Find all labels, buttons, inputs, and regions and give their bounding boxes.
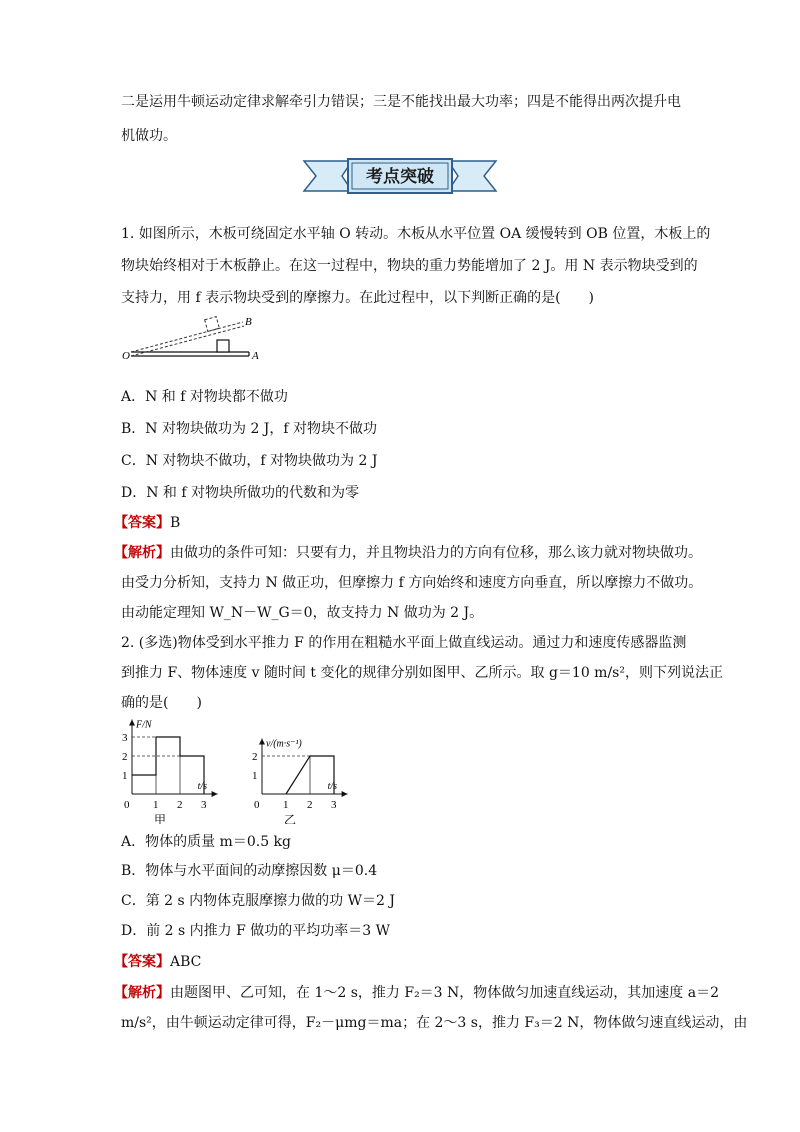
banner-left-ribbon — [304, 161, 352, 191]
force-chart-x-arrow — [212, 791, 218, 797]
q2-analysis-text-1: 由题图甲、乙可知，在 1～2 s，推力 F₂＝3 N，物体做匀加速直线运动，其加速度 a＝2 — [170, 985, 719, 1001]
q2-option-d: D．前 2 s 内推力 F 做功的平均功率＝3 W — [121, 923, 391, 939]
intro-line-2: 机做功。 — [121, 128, 177, 144]
q1-answer-value: B — [170, 515, 181, 531]
q2-answer-value: ABC — [170, 954, 202, 970]
force-chart-xtick-1: 1 — [153, 799, 159, 811]
q1-line-2: 物块始终相对于木板静止。在这一过程中，物块的重力势能增加了 2 J。用 N 表示物块受到的 — [121, 258, 698, 274]
velocity-chart-ylabel: v/(m·s⁻¹) — [266, 738, 302, 750]
force-chart-xtick-0: 0 — [124, 799, 130, 811]
block-at-b — [205, 317, 220, 332]
q1-option-a: A．N 和 f 对物块都不做功 — [121, 389, 288, 405]
q2-line-1: 2. (多选)物体受到水平推力 F 的作用在粗糙水平面上做直线运动。通过力和速度传感器监测 — [121, 635, 687, 651]
q2-option-c: C．第 2 s 内物体克服摩擦力做的功 W＝2 J — [121, 893, 395, 909]
force-chart-y-arrow — [129, 720, 135, 726]
q2-option-b: B．物体与水平面间的动摩擦因数 μ＝0.4 — [121, 863, 378, 879]
force-chart-title: 甲 — [154, 813, 167, 824]
q2-analysis-2: m/s²，由牛顿运动定律可得，F₂－μmg＝ma；在 2～3 s，推力 F₃＝2 N，物体做匀速直线运动，由 — [121, 1015, 748, 1031]
force-chart-ylabel: F/N — [136, 719, 152, 731]
q1-analysis-tag: 【解析】 — [114, 545, 170, 561]
q1-option-b: B．N 对物块做功为 2 J，f 对物块不做功 — [121, 421, 378, 437]
q1-option-d: D．N 和 f 对物块所做功的代数和为零 — [121, 485, 360, 501]
q2-line-2: 到推力 F、物体速度 v 随时间 t 变化的规律分别如图甲、乙所示。取 g＝10 m/s²，则下列说法正 — [121, 665, 723, 681]
banner-text: 考点突破 — [366, 167, 434, 186]
velocity-chart-x-arrow — [342, 791, 348, 797]
force-chart-xlabel: t/s — [197, 781, 208, 792]
q1-analysis-text-1: 由做功的条件可知：只要有力，并且物块沿力的方向有位移，那么该力就对物块做功。 — [170, 545, 702, 561]
label-o: O — [122, 350, 130, 362]
q2-option-a: A．物体的质量 m＝0.5 kg — [121, 834, 291, 850]
force-chart-ytick-1: 1 — [122, 770, 128, 782]
q2-answer — [114, 952, 201, 972]
velocity-chart-xlabel: t/s — [327, 781, 338, 792]
label-a: A — [252, 350, 259, 362]
chart-velocity-time — [248, 712, 376, 824]
velocity-chart-title: 乙 — [284, 813, 297, 824]
q2-answer-tag: 【答案】 — [114, 954, 170, 970]
q1-analysis-2: 由受力分析知，支持力 N 做正功，但摩擦力 f 方向始终和速度方向垂直，所以摩擦力不做功。 — [121, 575, 703, 591]
force-chart-series-line — [132, 737, 204, 794]
chart-force-time — [118, 712, 248, 824]
intro-line-1: 二是运用牛顿运动定律求解牵引力错误；三是不能找出最大功率；四是不能得出两次提升电 — [121, 94, 681, 110]
q1-option-c: C．N 对物块不做功，f 对物块做功为 2 J — [121, 453, 378, 469]
section-banner — [302, 156, 498, 196]
q1-analysis-3: 由动能定理知 W_N－W_G＝0，故支持力 N 做功为 2 J。 — [121, 605, 484, 621]
label-b: B — [245, 316, 252, 328]
velocity-chart-ytick-1: 1 — [252, 770, 258, 782]
q2-analysis-1 — [114, 983, 719, 1003]
velocity-chart-xtick-0: 0 — [254, 799, 260, 811]
force-chart-ytick-2: 2 — [122, 751, 128, 763]
q1-line-3: 支持力，用 f 表示物块受到的摩擦力。在此过程中，以下判断正确的是( ) — [121, 290, 595, 306]
force-chart-xtick-2: 2 — [177, 799, 183, 811]
velocity-chart-xtick-2: 2 — [307, 799, 313, 811]
velocity-chart-ytick-2: 2 — [252, 751, 258, 763]
q2-analysis-tag: 【解析】 — [114, 985, 170, 1001]
q2-line-3: 确的是( ) — [121, 695, 202, 711]
q1-answer — [114, 513, 180, 533]
velocity-chart-y-arrow — [259, 739, 265, 745]
q1-line-1: 1. 如图所示，木板可绕固定水平轴 O 转动。木板从水平位置 OA 缓慢转到 OB 位置，木板上的 — [121, 226, 711, 242]
force-chart-xtick-3: 3 — [201, 799, 207, 811]
banner-right-ribbon — [448, 161, 496, 191]
q1-plank-figure — [121, 310, 271, 366]
velocity-chart-xtick-3: 3 — [331, 799, 337, 811]
block-at-a — [217, 340, 229, 352]
force-chart-ytick-3: 3 — [122, 732, 128, 744]
q1-analysis-1 — [114, 543, 702, 563]
q1-answer-tag: 【答案】 — [114, 515, 170, 531]
velocity-chart-xtick-1: 1 — [283, 799, 289, 811]
